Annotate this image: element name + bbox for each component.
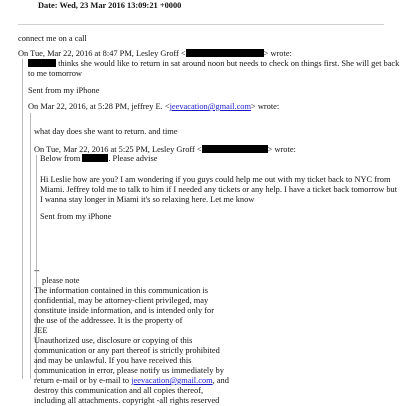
quote3-attribution: On Tue, Mar 22, 2016 at 5:25 PM, Lesley Groff < > wrote: <box>34 145 296 154</box>
signature-dashes: -- <box>34 266 40 275</box>
quote2-text: what day does she want to return. and time <box>34 127 178 136</box>
quote-bar-level-2 <box>30 113 31 379</box>
quote1-line2: to me tomorrow <box>28 69 82 78</box>
disclaimer-email-line: return e-mail or by e-mail to jeevacation@gmail.com, and <box>34 376 229 385</box>
email-link[interactable]: jeevacation@gmail.com <box>131 376 213 385</box>
header-divider <box>18 24 384 25</box>
quote2-attribution: On Mar 22, 2016, at 5:28 PM, jeffrey E. <jeevacation@gmail.com> wrote: <box>28 102 280 111</box>
disclaimer-line: communication or any part thereof is strictly prohibited <box>34 346 220 355</box>
quote1-signature: Sent from my iPhone <box>28 86 100 95</box>
opening-line: connect me on a call <box>18 34 87 43</box>
disclaimer-line: confidential, may be attorney-client privileged, may <box>34 296 209 305</box>
quote1-attribution: On Tue, Mar 22, 2016 at 8:47 PM, Lesley Groff < > wrote: <box>18 49 292 58</box>
disclaimer-line: Unauthorized use, disclosure or copying of this <box>34 336 193 345</box>
date-label: Date: <box>38 1 58 10</box>
disclaimer-line: and may be unlawful. If you have received this <box>34 356 192 365</box>
redacted-email <box>202 145 268 153</box>
disclaimer-line: JEE <box>34 326 48 335</box>
disclaimer-line: The information contained in this communication is <box>34 286 208 295</box>
quote3-para-line2: Miami. Jeffrey told me to talk to him if I needed any tickets or any help. I have a ticket back tomorrow but <box>40 185 398 194</box>
redacted-email <box>186 49 264 57</box>
disclaimer-line: including all attachments. copyright -all rights reserved <box>34 396 220 405</box>
disclaimer-line: constitute inside information, and is intended only for <box>34 306 215 315</box>
quote3-signature: Sent from my iPhone <box>40 212 112 221</box>
email-link[interactable]: jeevacation@gmail.com <box>169 102 252 111</box>
date-header <box>38 1 181 11</box>
disclaimer-line: destroy this communication and all copies thereof, <box>34 386 204 395</box>
quote3-para-line1: Hi Leslie how are you? I am wondering if you guys could help me out with my ticket back to NYC from <box>40 175 391 184</box>
date-value: Wed, 23 Mar 2016 13:09:21 +0000 <box>59 1 182 10</box>
quote3-para-line3: I wanna stay longer in Miami it's so relaxing here. Let me know <box>40 195 255 204</box>
redacted-name <box>28 59 56 67</box>
quote-bar-level-1 <box>22 59 23 379</box>
quote1-line1: thinks she would like to return in sat around noon but needs to check on things first. She will get back <box>28 59 399 69</box>
redacted-name <box>82 154 108 162</box>
disclaimer-line: the use of the addressee. It is the property of <box>34 316 183 325</box>
quote3-below-line: Below from . Please advise <box>40 154 158 163</box>
note-heading: please note <box>42 276 80 285</box>
disclaimer-line: communication in error, please notify us immediately by <box>34 366 224 375</box>
